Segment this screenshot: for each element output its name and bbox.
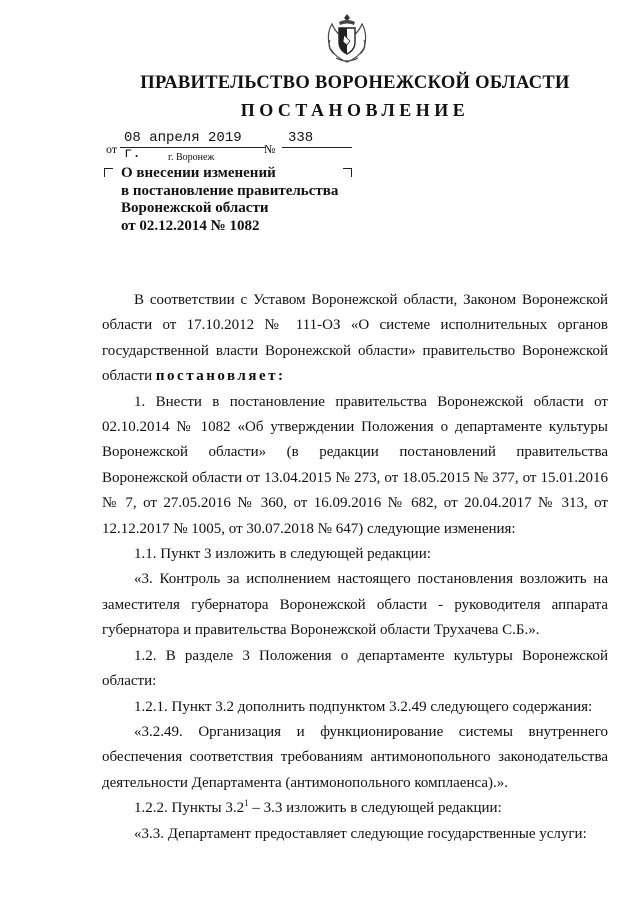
paragraph-1-1: 1.1. Пункт 3 изложить в следующей редакции: bbox=[134, 546, 431, 563]
resolves-word: постановляет: bbox=[155, 368, 286, 385]
subject-line: Воронежской области bbox=[121, 200, 269, 216]
document-number: 338 bbox=[282, 130, 352, 148]
preamble-paragraph bbox=[102, 288, 608, 390]
coat-of-arms-emblem bbox=[324, 10, 370, 66]
subject-line: О внесении изменений bbox=[121, 165, 276, 181]
paragraph-1-2-1: 1.2.1. Пункт 3.2 дополнить подпунктом 3.2.49 следующего содержания: bbox=[134, 698, 593, 715]
government-title: ПРАВИТЕЛЬСТВО ВОРОНЕЖСКОЙ ОБЛАСТИ bbox=[140, 73, 570, 93]
document-type-title: ПОСТАНОВЛЕНИЕ bbox=[240, 100, 470, 120]
paragraph-1-2: 1.2. В разделе 3 Положения о департаменте культуры Воронежской области: bbox=[102, 647, 608, 690]
date-prefix: от bbox=[106, 142, 118, 156]
subject-line: от 02.12.2014 № 1082 bbox=[121, 217, 260, 234]
subject-line: в постановление правительства bbox=[121, 182, 339, 199]
preamble-text: В соответствии с Уставом Воронежской области, Законом Воронежской области от 17.10.2012 № 111-ОЗ «О системе исполнительных органов государственной власти Воронежской области» правительство Воронежской области bbox=[102, 292, 608, 385]
p8-text-b: – 3.3 изложить в следующей редакции: bbox=[248, 800, 502, 817]
date-number-line bbox=[106, 130, 406, 164]
p8-text-a: 1.2.2. Пункты 3.2 bbox=[134, 800, 245, 817]
number-sign: № bbox=[264, 142, 276, 156]
paragraph-3-3-quote: «3.3. Департамент предоставляет следующие государственные услуги: bbox=[134, 825, 587, 842]
document-date: 08 апреля 2019 г. bbox=[120, 130, 266, 148]
paragraph-1: 1. Внести в постановление правительства Воронежской области от 02.10.2014 № 1082 «Об утверждении Положения о департаменте культуры Воронежской области» (в редакции постановлений правительства Воронежской области от 13.04.2015 № 273, от 18.05.2015 № 377, от 15.01.2016 № 7, от 27.05.2016 № 360, от 16.09.2016 № 682, от 20.04.2017 № 313, от 12.12.2017 № 1005, от 30.07.2018 № 647) следующие изменения: bbox=[102, 393, 608, 537]
document-subject bbox=[121, 165, 361, 235]
paragraph-1-2-2 bbox=[102, 796, 608, 821]
paragraph-3-2-49-quote: «3.2.49. Организация и функционирование системы внутреннего обеспечения соответствия требованиям антимонопольного законодательства деятельности Департамента (антимонопольного комплаенса).». bbox=[102, 723, 608, 791]
city-label: г. Воронеж bbox=[168, 152, 215, 163]
p8-superscript: 1 bbox=[244, 798, 249, 809]
subject-corner-left bbox=[104, 168, 113, 177]
paragraph-3-quote: «3. Контроль за исполнением настоящего постановления возложить на заместителя губернатора Воронежской области - руководителя аппарата губернатора и правительства Воронежской области Трухачева С.Б.». bbox=[102, 571, 608, 639]
document-body bbox=[102, 288, 608, 847]
